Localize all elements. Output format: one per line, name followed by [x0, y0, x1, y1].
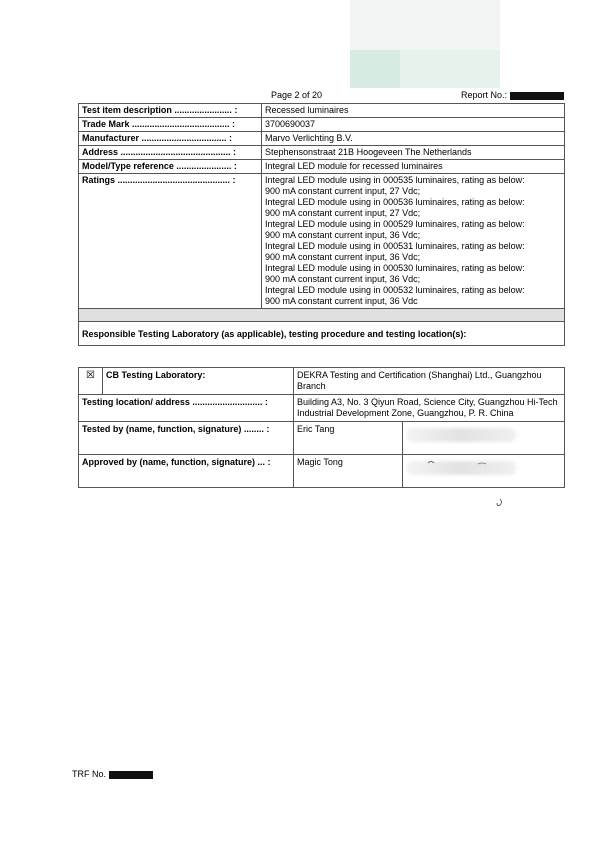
approved-by-value: Magic Tong — [294, 455, 403, 488]
checked-box-icon: ☒ — [79, 368, 103, 395]
table-row: Test item description ....................... : Recessed luminaires — [79, 104, 565, 118]
table-row — [79, 395, 565, 422]
redaction-bar — [109, 771, 153, 779]
model-type-value: Integral LED module for recessed luminaires — [262, 160, 565, 174]
table-row: Address ............................................ : Stephensonstraat 21B Hoogeveen The Netherlands — [79, 146, 565, 160]
table-row — [79, 368, 565, 395]
report-number-label: Report No.: — [461, 90, 508, 100]
cb-lab-value: DEKRA Testing and Certification (Shanghai) Ltd., Guangzhou Branch — [294, 368, 565, 395]
trf-label: TRF No. — [72, 769, 107, 779]
signature-strokes — [420, 455, 510, 510]
redaction-bar — [510, 92, 564, 100]
approved-by-label: Approved by (name, function, signature) ... : — [79, 455, 294, 488]
address-value: Stephensonstraat 21B Hoogeveen The Netherlands — [262, 146, 565, 160]
manufacturer-value: Marvo Verlichting B.V. — [262, 132, 565, 146]
testing-location-label: Testing location/ address ............................ : — [79, 395, 294, 422]
watermark-block-left — [350, 50, 400, 88]
blurred-signature — [406, 428, 516, 442]
table-row: Manufacturer .................................. : Marvo Verlichting B.V. — [79, 132, 565, 146]
table-row: Model/Type reference ...................... : Integral LED module for recessed luminaires — [79, 160, 565, 174]
testing-location-value: Building A3, No. 3 Qiyun Road, Science City, Guangzhou Hi-Tech Industrial Development Zone, Guangzhou, P. R. China — [294, 395, 565, 422]
ratings-value: Integral LED module using in 000535 luminaires, rating as below: 900 mA constant current input, 27 Vdc; Integral LED module using in 000536 luminaires, rating as below: 900 mA constant current input, 27 Vdc; Integral LED module using in 000529 luminaires, rating as below: 900 mA constant current input, 36 Vdc; Integral LED module using in 000531 luminaires, rating as below: 900 mA constant current input, 36 Vdc; Integral LED module using in 000530 luminaires, rating as below: 900 mA constant current input, 36 Vdc; Integral LED module using in 000532 luminaires, rating as below: 900 mA constant current input, 36 Vdc — [262, 174, 565, 309]
tested-by-signature — [403, 422, 565, 455]
tested-by-label: Tested by (name, function, signature) ........ : — [79, 422, 294, 455]
table-row: Ratings ............................................. : Integral LED module using in 000535 luminaires, rating as below: 900 mA constant current input, 27 Vdc; Integral LED module using in 000536 luminaires, rating as below: 900 mA constant current input, 27 Vdc; Integral LED module using in 000529 luminaires, rating as below: 900 mA constant current input, 36 Vdc; Integral LED module using in 000531 luminaires, rating as below: 900 mA constant current input, 36 Vdc; Integral LED module using in 000530 luminaires, rating as below: 900 mA constant current input, 36 Vdc; Integral LED module using in 000532 luminaires, rating as below: 900 mA constant current input, 36 Vdc — [79, 174, 565, 309]
table-row — [79, 322, 565, 346]
table-row — [79, 422, 565, 455]
trade-mark-value: 3700690037 — [262, 118, 565, 132]
watermark-block-right — [400, 50, 500, 88]
trf-number — [72, 769, 153, 780]
test-item-table — [78, 103, 565, 346]
tested-by-value: Eric Tang — [294, 422, 403, 455]
table-row: Trade Mark ....................................... : 3700690037 — [79, 118, 565, 132]
cb-lab-label: CB Testing Laboratory: — [103, 368, 294, 395]
test-item-description-value: Recessed luminaires — [262, 104, 565, 118]
lab-heading: Responsible Testing Laboratory (as applicable), testing procedure and testing location(s): — [79, 322, 565, 346]
report-number — [461, 90, 564, 101]
grey-spacer-row — [79, 309, 565, 322]
page-number: Page 2 of 20 — [271, 90, 323, 100]
